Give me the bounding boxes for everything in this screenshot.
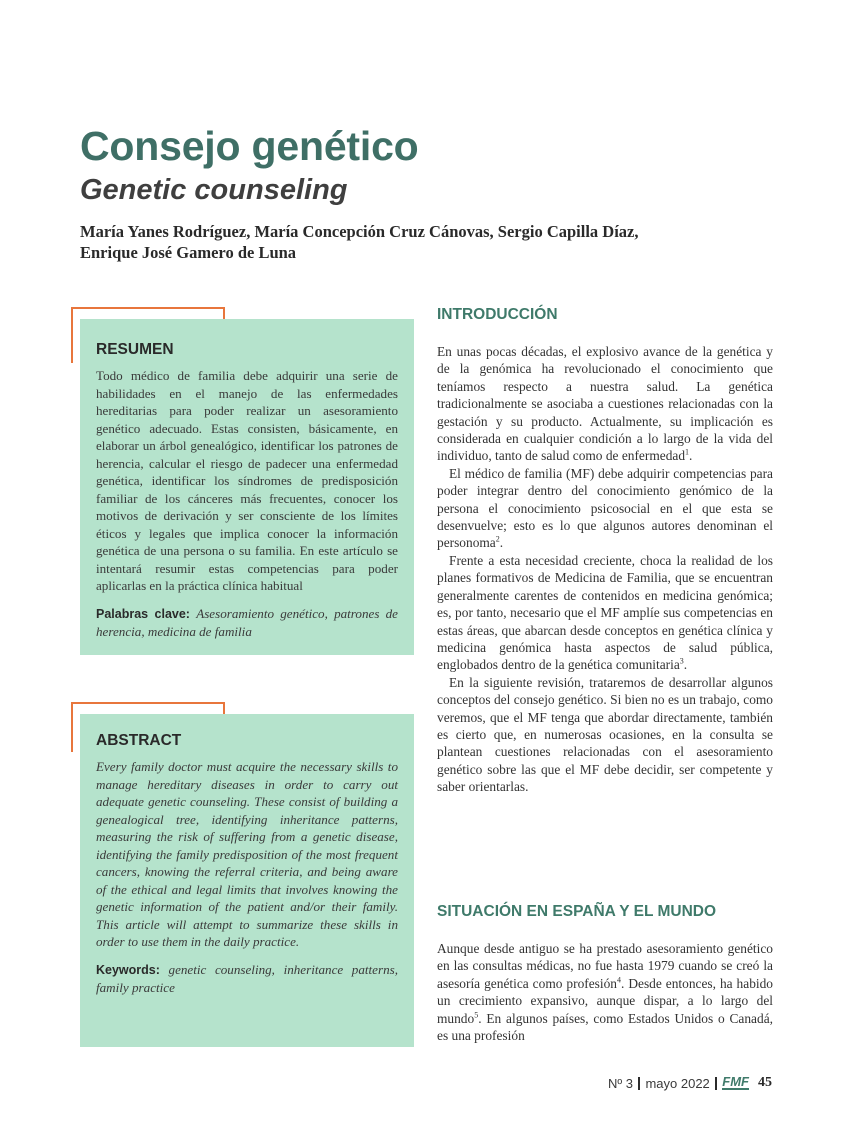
- footer-separator: [638, 1077, 641, 1090]
- abstract-heading: ABSTRACT: [96, 732, 182, 749]
- resumen-heading: RESUMEN: [96, 341, 174, 358]
- resumen-keywords: [96, 605, 398, 641]
- ref-3: 3: [679, 656, 684, 666]
- abstract-keywords: [96, 961, 398, 997]
- article-title: Consejo genético: [80, 123, 419, 169]
- issue-number: Nº 3: [607, 1075, 633, 1091]
- resumen-box: [80, 319, 414, 655]
- abstract-text: Every family doctor must acquire the necessary skills to manage hereditary diseases in order to carry out adequate genetic counseling. These consist of building a genealogical tree, identifying inheritance patterns, measuring the risk of suffering from a genetic disease, identifying the family predisposition of the most frequent cancers, knowing the referral criteria, and being aware of the ethical and legal limits that involves knowing the genetic information of the patient and/or their family. This article will attempt to summarize these skills in order to use them in the daily practice.: [96, 759, 398, 949]
- issue-date: mayo 2022: [645, 1075, 710, 1091]
- ref-5: 5: [474, 1010, 479, 1020]
- intro-paragraph-1: En unas pocas décadas, el explosivo avance de la genética y de la genómica ha revolucionado el conocimiento que teníamos respecto a nuestra salud. La genética tradicionalmente se asociaba a cuestiones relacionadas con la gestación y su producto. Actualmente, su implicación es considerada en cualquier condición a lo largo de la vida del individuo, tanto de salud como de enfermedad$^1$.: [437, 344, 773, 464]
- authors-line-2: Enrique José Gamero de Luna: [80, 243, 297, 262]
- resumen-text: Todo médico de familia debe adquirir una serie de habilidades en el manejo de las enfermedades hereditarias para poder realizar un asesoramiento genético adecuado. Estas consisten, básicamente, en elaborar un árbol genealógico, identificar los patrones de herencia, calcular el riesgo de padecer una enfermedad genética, identificar los síndromes de predisposición familiar de los cánceres más frecuentes, conocer los motivos de derivación y ser consciente de los límites éticos y legales que implica conocer la información genética de una persona o su familia. En este artículo se intentará resumir estas competencias para poder aplicarlas en la práctica clínica habitual: [96, 368, 398, 593]
- ref-2: 2: [495, 535, 500, 544]
- introduccion-heading: INTRODUCCIÓN: [437, 306, 558, 323]
- page-footer: [608, 1075, 772, 1091]
- article-subtitle: Genetic counseling: [80, 174, 348, 206]
- resumen-keywords-text: Asesoramiento genético, patrones de herencia, medicina de familia: [96, 605, 398, 639]
- intro-paragraph-4: En la siguiente revisión, trataremos de desarrollar algunos conceptos del consejo genético. Si bien no es un trabajo, como veremos, que el MF tenga que abordar directamente, también es cierto que, en numerosas ocasiones, en la consulta se plantean cuestiones relacionadas con el asesoramiento genético sobre las que el MF debe decidir, ser competente y saber orientarlas.: [437, 674, 773, 795]
- abstract-keywords-label: Keywords:: [96, 962, 160, 977]
- footer-separator: [715, 1077, 718, 1090]
- situacion-paragraph-1: Aunque desde antiguo se ha prestado asesoramiento genético en las consultas médicas, no fue hasta 1979 cuando se creó la asesoría genética como profesión$^4$. Desde entonces, ha habido un crecimiento expansivo, aunque dispar, a lo largo del mundo$^5$. En algunos países, como Estados Unidos o Canadá, es una profesión: [437, 941, 773, 1044]
- situacion-heading: SITUACIÓN EN ESPAÑA Y EL MUNDO: [437, 903, 717, 920]
- page-number: 45: [758, 1075, 772, 1090]
- abstract-box: [80, 714, 414, 1047]
- journal-logo: FMF: [722, 1074, 749, 1089]
- ref-4: 4: [617, 975, 621, 985]
- resumen-keywords-label: Palabras clave:: [96, 606, 190, 621]
- ref-1: 1: [685, 447, 690, 457]
- right-column: [437, 306, 773, 796]
- abstract-keywords-text: genetic counseling, inheritance patterns, family practice: [96, 961, 399, 995]
- authors: [80, 221, 780, 263]
- situacion-section: [437, 903, 773, 1044]
- authors-line-1: María Yanes Rodríguez, María Concepción Cruz Cánovas, Sergio Capilla Díaz,: [80, 222, 639, 241]
- intro-paragraph-3: Frente a esta necesidad creciente, choca la realidad de los planes formativos de Medicina de Familia, que se encuentran generalmente carentes de contenidos en medicina genómica; es, por tanto, necesario que el MF amplíe sus competencias en estas áreas, que abarcan desde conceptos en genética clínica y medicina genómica hasta aspectos de salud pública, englobados dentro de la genética comunitaria$^3$.: [437, 552, 773, 673]
- intro-paragraph-2: El médico de familia (MF) debe adquirir competencias para poder integrar dentro del conocimiento genómico de la persona el conocimiento psicosocial en el que esta se desenvuelve; esto es lo que algunos autores denominan el personoma$^2$.: [437, 465, 773, 551]
